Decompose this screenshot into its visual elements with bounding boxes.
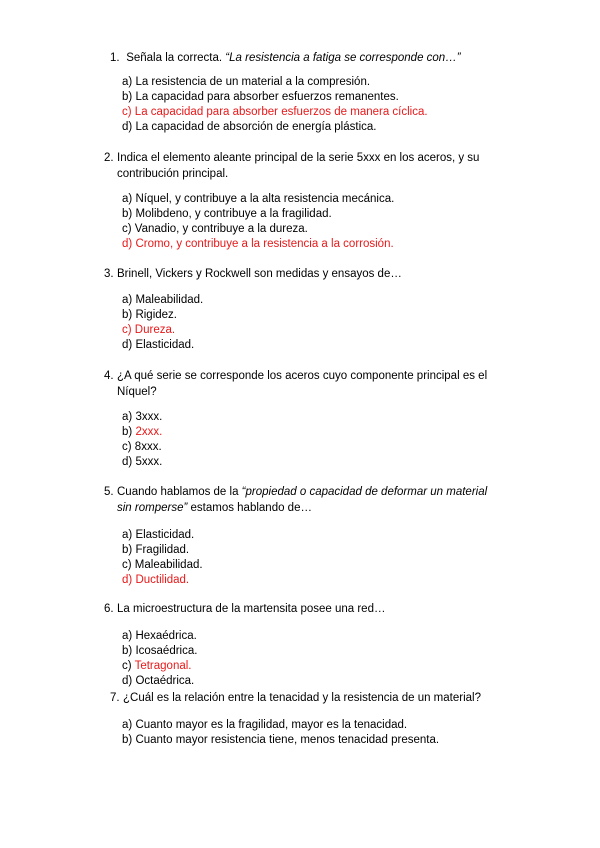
question-number: 5. [104,486,114,498]
option-c: c) Vanadio, y contribuye a la dureza. [122,223,308,235]
question-7 [110,690,530,706]
option-d: d) 5xxx. [122,456,163,468]
options-q1 [122,75,522,135]
option-c: c) Maleabilidad. [122,559,203,571]
question-text-line2: contribución principal. [117,168,229,180]
question-number: 2. [104,152,114,164]
option-d-correct: d) Cromo, y contribuye a la resistencia a la corrosión. [122,238,394,250]
option-a: a) Elasticidad. [122,529,195,541]
question-2 [104,150,524,182]
question-number: 7. [110,692,120,704]
option-a: a) Hexaédrica. [122,630,197,642]
option-a: a) 3xxx. [122,411,163,423]
options-q5 [122,528,522,588]
question-5 [104,484,524,516]
option-b: b) Icosaédrica. [122,645,198,657]
question-text-line1: Indica el elemento aleante principal de la serie 5xxx en los aceros, y su [117,152,480,164]
question-number: 4. [104,370,114,382]
option-d: d) La capacidad de absorción de energía plástica. [122,121,377,133]
question-text: La microestructura de la martensita posee una red… [117,603,386,615]
question-text: Brinell, Vickers y Rockwell son medidas y ensayos de… [117,268,402,280]
option-c-correct: c) La capacidad para absorber esfuerzos de manera cíclica. [122,106,428,118]
option-a: a) Cuanto mayor es la fragilidad, mayor es la tenacidad. [122,719,408,731]
option-b: b) La capacidad para absorber esfuerzos remanentes. [122,91,399,103]
option-a: a) Níquel, y contribuye a la alta resistencia mecánica. [122,193,395,205]
question-1 [110,50,530,66]
options-q7 [122,718,522,748]
options-q6 [122,629,522,689]
options-q2 [122,192,522,252]
options-q3 [122,293,522,353]
question-number: 3. [104,268,114,280]
question-quote-line2: sin romperse” [117,502,188,514]
question-text: ¿Cuál es la relación entre la tenacidad y la resistencia de un material? [123,692,481,704]
question-text: Señala la correcta. [126,52,226,64]
option-a: a) Maleabilidad. [122,294,204,306]
question-suffix: estamos hablando de… [187,502,312,514]
option-b: b) Rigidez. [122,309,177,321]
question-quote-line1: “propiedad o capacidad de deformar un material [241,486,488,498]
option-b: b) Fragilidad. [122,544,190,556]
option-b: b) Cuanto mayor resistencia tiene, menos tenacidad presenta. [122,734,440,746]
question-6 [104,601,524,617]
option-b: b) Molibdeno, y contribuye a la fragilidad. [122,208,332,220]
option-c: c) 8xxx. [122,441,162,453]
question-number: 6. [104,603,114,615]
question-4 [104,368,524,400]
question-3 [104,266,524,282]
option-d: d) Octaédrica. [122,675,195,687]
question-quote: “La resistencia a fatiga se corresponde con…” [225,52,461,64]
option-b-correct: b) 2xxx. [122,426,163,438]
question-prefix: Cuando hablamos de la [117,486,242,498]
question-text-line1: ¿A qué serie se corresponde los aceros cuyo componente principal es el [117,370,488,382]
option-c-correct: c) Tetragonal. [122,660,192,672]
option-c-correct: c) Dureza. [122,324,176,336]
question-text-line2: Níquel? [117,386,157,398]
option-d: d) Elasticidad. [122,339,195,351]
question-number: 1. [110,52,120,64]
option-a: a) La resistencia de un material a la compresión. [122,76,371,88]
option-d-correct: d) Ductilidad. [122,574,190,586]
options-q4 [122,410,522,470]
